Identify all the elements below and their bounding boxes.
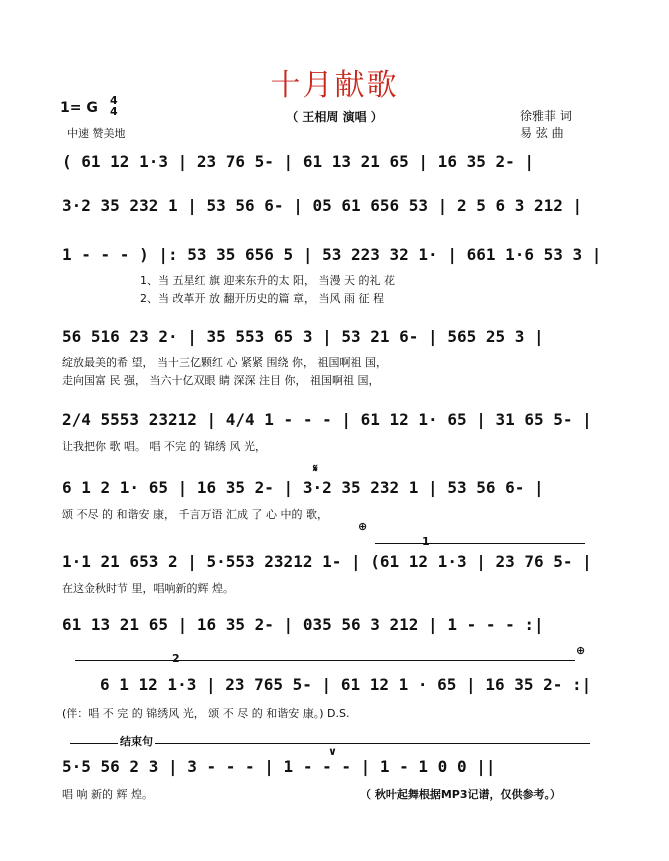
volta-1-bracket xyxy=(375,543,585,544)
singer-credit: （ 王相周 演唱 ） xyxy=(286,110,383,124)
score-row-4: 56 516 23 2· | 35 553 65 3 | 53 21 6- | 565 25 3 | xyxy=(62,327,544,346)
ending-label: 结束句 xyxy=(120,735,153,748)
volta-1-label: 1 xyxy=(422,535,430,548)
lyric-line-7: 在这金秋时节 里，唱响新的辉 煌。 xyxy=(62,582,234,595)
score-row-6: 6 1 2 1· 65 | 16 35 2- | 3·2 35 232 1 | 53 56 6- | xyxy=(62,478,544,497)
composer-credit: 易 弦 曲 xyxy=(520,126,564,140)
lyric-line-5: 让我把你 歌 唱。 唱 不完 的 锦绣 风 光， xyxy=(62,440,266,453)
volta-2-bracket xyxy=(75,660,575,661)
score-row-9: 6 1 12 1·3 | 23 765 5- | 61 12 1 · 65 | 16 35 2- :| xyxy=(100,675,592,694)
lyric-line-2: 2、当 改革开 放 翻开历史的篇 章， 当风 雨 征 程 xyxy=(140,292,384,305)
lyricist-credit: 徐雅菲 词 xyxy=(520,109,572,123)
lyric-line-1: 1、当 五星红 旗 迎来东升的太 阳， 当漫 天 的礼 花 xyxy=(140,274,395,287)
coda-icon-2: ⊕ xyxy=(576,644,586,657)
lyric-line-9: 唱 响 新的 辉 煌。 xyxy=(62,788,153,801)
tempo-marking: 中速 赞美地 xyxy=(67,127,126,140)
song-title: 十月献歌 xyxy=(270,68,399,103)
lyric-line-4: 走向国富 民 强， 当六十亿双眼 睛 深深 注目 你， 祖国啊祖 国， xyxy=(62,374,380,387)
score-row-7: 1·1 21 653 2 | 5·553 23212 1- | (61 12 1·3 | 23 76 5- | xyxy=(62,552,592,571)
coda-icon: ⊕ xyxy=(358,520,368,533)
time-signature-top: 4 xyxy=(110,94,118,107)
lyric-line-6: 颂 不尽 的 和谐安 康， 千言万语 汇成 了 心 中的 歌， xyxy=(62,508,328,521)
segno-icon: 𝄋 xyxy=(313,462,318,475)
score-row-8: 61 13 21 65 | 16 35 2- | 035 56 3 212 | 1 - - - :| xyxy=(62,615,544,634)
key-signature: 1= G xyxy=(60,100,98,116)
lyric-line-3: 绽放最美的希 望， 当十三亿颗红 心 紧紧 围绕 你， 祖国啊祖 国， xyxy=(62,356,387,369)
score-row-5: 2/4 5553 23212 | 4/4 1 - - - | 61 12 1· 65 | 31 65 5- | xyxy=(62,410,592,429)
score-row-2: 3·2 35 232 1 | 53 56 6- | 05 61 656 53 | 2 5 6 3 212 | xyxy=(62,196,583,215)
score-row-10: 5·5 56 2 3 | 3 - - - | 1 - - - | 1 - 1 0 0 || xyxy=(62,757,496,776)
score-row-1: ( 61 12 1·3 | 23 76 5- | 61 13 21 65 | 16 35 2- | xyxy=(62,152,535,171)
time-signature-bottom: 4 xyxy=(110,105,118,118)
time-signature xyxy=(110,95,118,117)
score-row-3: 1 - - - ) |: 53 35 656 5 | 53 223 32 1· | 661 1·6 53 3 | xyxy=(62,245,602,264)
lyric-line-8: (伴：唱 不 完 的 锦绣风 光， 颂 不 尽 的 和谐安 康。) D.S. xyxy=(62,707,350,720)
breath-mark: ∨ xyxy=(328,745,337,758)
volta-2-label: 2 xyxy=(172,652,180,665)
transcription-note: （ 秋叶起舞根据MP3记谱，仅供参考。） xyxy=(360,788,561,801)
